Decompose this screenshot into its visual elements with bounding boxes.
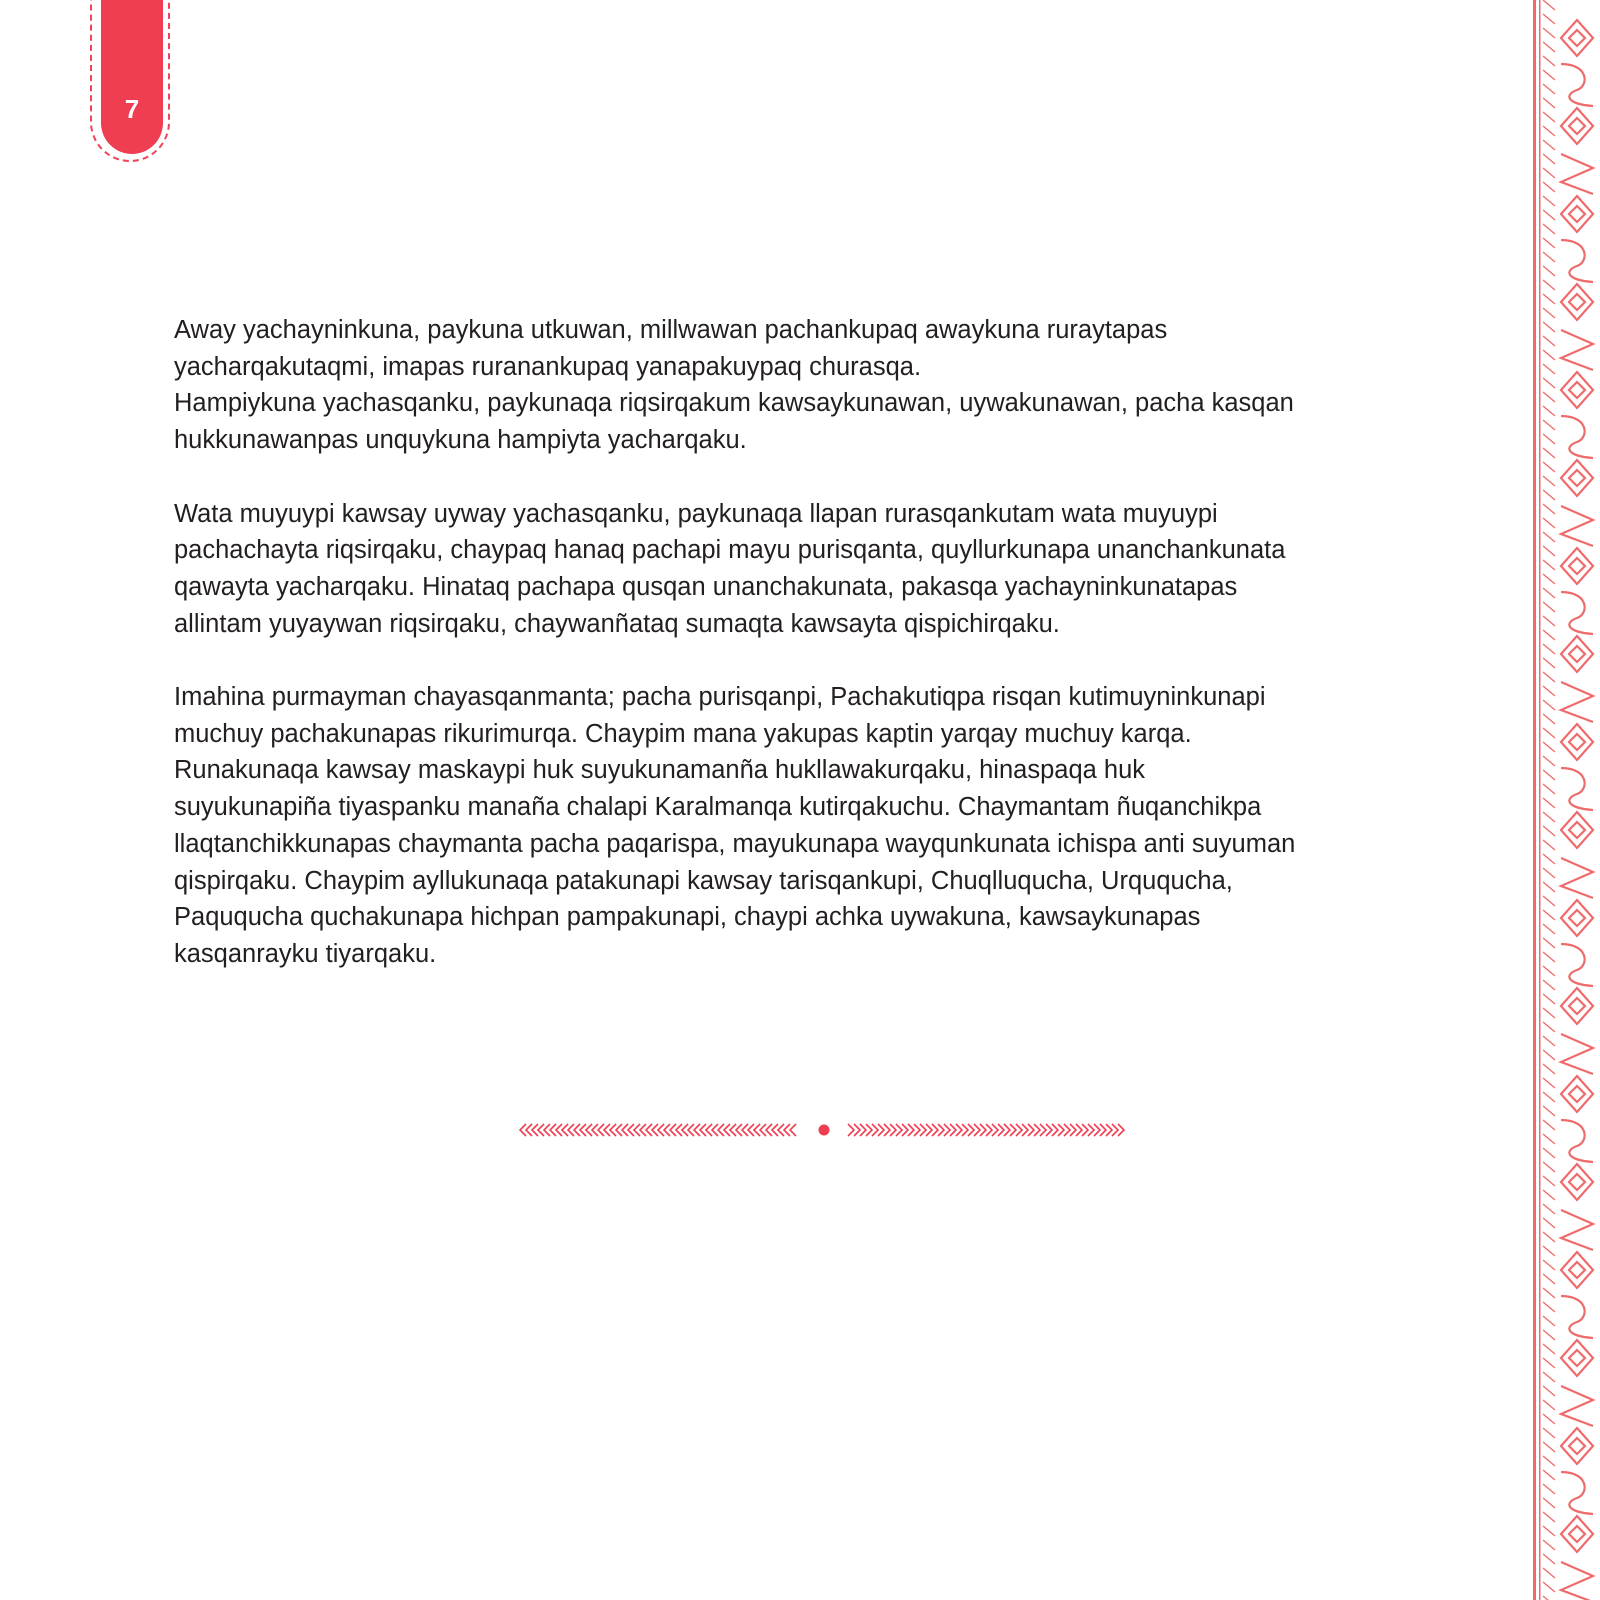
chevron-divider (518, 1120, 1130, 1140)
divider-center-dot (819, 1125, 830, 1136)
page-number: 7 (124, 94, 140, 124)
divider-left-chevrons (520, 1124, 796, 1136)
paragraph-1: Away yachayninkuna, paykuna utkuwan, millwawan pachankupaq awaykuna ruraytapas yacharqakutaqmi, imapas ruranankupaq yanapakuypaq churasqa. Hampiykuna yachasqanku, paykunaqa riqsirqakum kawsaykunawan, uywakunawan, pacha kasqan hukkunawanpas unquykuna hampiyta yacharqaku. (174, 316, 1294, 455)
body-text (174, 312, 1474, 1009)
paragraph-2: Wata muyuypi kawsay uyway yachasqanku, paykunaqa llapan rurasqankutam wata muyuypi pachachayta riqsirqaku, chaypaq hanaq pachapi mayu purisqanta, quyllurkunapa unanchankunata qawayta yacharqaku. Hinataq pachapa qusqan unanchakunata, pakasqa yachayninkunatapas allintam yuyaywan riqsirqaku, chaywanñataq sumaqta kawsayta qispichirqaku. (174, 499, 1286, 638)
paragraph-3: Imahina purmayman chayasqanmanta; pacha purisqanpi, Pachakutiqpa risqan kutimuyninkunapi muchuy pachakunapas rikurimurqa. Chaypim mana yakupas kaptin yarqay muchuy karqa. Runakunaqa kawsay maskaypi huk suyukunamanña hukllawakurqaku, hinaspaqa huk suyukunapiña tiyaspanku manaña chalapi Karalmanqa kutirqakuchu. Chaymantam ñuqanchikpa llaqtanchikkunapas chaymanta pacha paqarispa, mayukunapa wayqunkunata ichispa anti suyuman qispirqaku. Chaypim ayllukunaqa patakunapi kawsay tarisqankupi, Chuqlluqucha, Urququcha, Paququcha quchakunapa hichpan pampakunapi, chaypi achka uywakuna, kawsaykunapas kasqanrayku tiyarqaku. (174, 683, 1296, 968)
divider-right-chevrons (848, 1124, 1124, 1136)
page-tab (101, 0, 163, 154)
andean-woven-border (1531, 0, 1600, 1600)
